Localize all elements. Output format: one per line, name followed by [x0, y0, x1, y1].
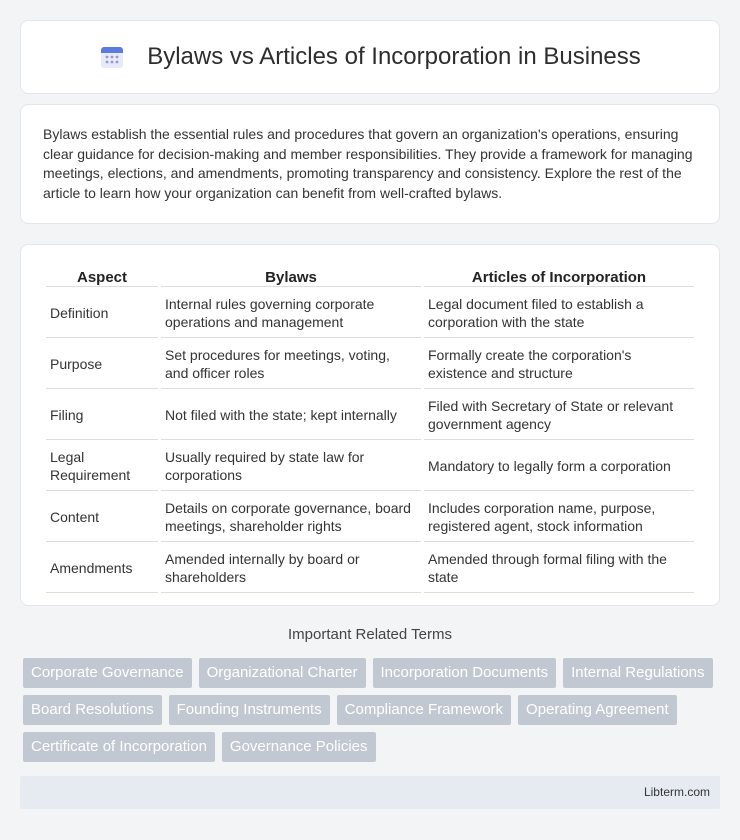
row-bylaws: Usually required by state law for corporations — [161, 442, 421, 491]
intro-text: Bylaws establish the essential rules and procedures that govern an organization's operations, ensuring clear guidance for decision-making and member responsibilities. They provide a framework for managing meetings, elections, and amendments, promoting transparency and consistency. Explore the rest of the article to learn how your organization can benefit from well-crafted bylaws. — [43, 126, 693, 201]
row-bylaws: Internal rules governing corporate operations and management — [161, 289, 421, 338]
row-bylaws: Not filed with the state; kept internally — [161, 391, 421, 440]
table-row — [46, 493, 694, 542]
intro-card — [20, 104, 720, 224]
term-tag[interactable]: Corporate Governance — [23, 658, 192, 688]
table-header-row — [46, 267, 694, 287]
footer-site-link[interactable]: Libterm.com — [643, 785, 710, 799]
comparison-card — [20, 244, 720, 606]
row-articles: Includes corporation name, purpose, registered agent, stock information — [424, 493, 694, 542]
row-aspect: Content — [46, 493, 158, 542]
footer — [20, 776, 720, 809]
header-card — [20, 20, 720, 94]
table-row — [46, 544, 694, 593]
row-articles: Filed with Secretary of State or relevant government agency — [424, 391, 694, 440]
term-tag[interactable]: Organizational Charter — [199, 658, 366, 688]
related-terms-list — [23, 658, 723, 769]
row-aspect: Filing — [46, 391, 158, 440]
header-aspect: Aspect — [46, 267, 158, 287]
table-row — [46, 442, 694, 491]
related-terms-title: Important Related Terms — [288, 626, 452, 643]
header-bylaws: Bylaws — [161, 267, 421, 287]
row-articles: Legal document filed to establish a corporation with the state — [424, 289, 694, 338]
row-articles: Formally create the corporation's existence and structure — [424, 340, 694, 389]
term-tag[interactable]: Board Resolutions — [23, 695, 162, 725]
page-title: Bylaws vs Articles of Incorporation in Business — [147, 43, 641, 70]
term-tag[interactable]: Governance Policies — [222, 732, 376, 762]
row-aspect: Definition — [46, 289, 158, 338]
row-bylaws: Set procedures for meetings, voting, and officer roles — [161, 340, 421, 389]
term-tag[interactable]: Compliance Framework — [337, 695, 511, 725]
row-aspect: Legal Requirement — [46, 442, 158, 491]
term-tag[interactable]: Operating Agreement — [518, 695, 677, 725]
table-row — [46, 340, 694, 389]
term-tag[interactable]: Certificate of Incorporation — [23, 732, 215, 762]
row-aspect: Amendments — [46, 544, 158, 593]
comparison-table — [43, 265, 697, 595]
row-articles: Mandatory to legally form a corporation — [424, 442, 694, 491]
term-tag[interactable]: Incorporation Documents — [373, 658, 557, 688]
table-row — [46, 391, 694, 440]
term-tag[interactable]: Internal Regulations — [563, 658, 712, 688]
table-row — [46, 289, 694, 338]
calendar-grid-icon — [99, 44, 125, 70]
header-articles: Articles of Incorporation — [424, 267, 694, 287]
term-tag[interactable]: Founding Instruments — [169, 695, 330, 725]
row-bylaws: Amended internally by board or shareholders — [161, 544, 421, 593]
row-articles: Amended through formal filing with the state — [424, 544, 694, 593]
row-aspect: Purpose — [46, 340, 158, 389]
row-bylaws: Details on corporate governance, board meetings, shareholder rights — [161, 493, 421, 542]
